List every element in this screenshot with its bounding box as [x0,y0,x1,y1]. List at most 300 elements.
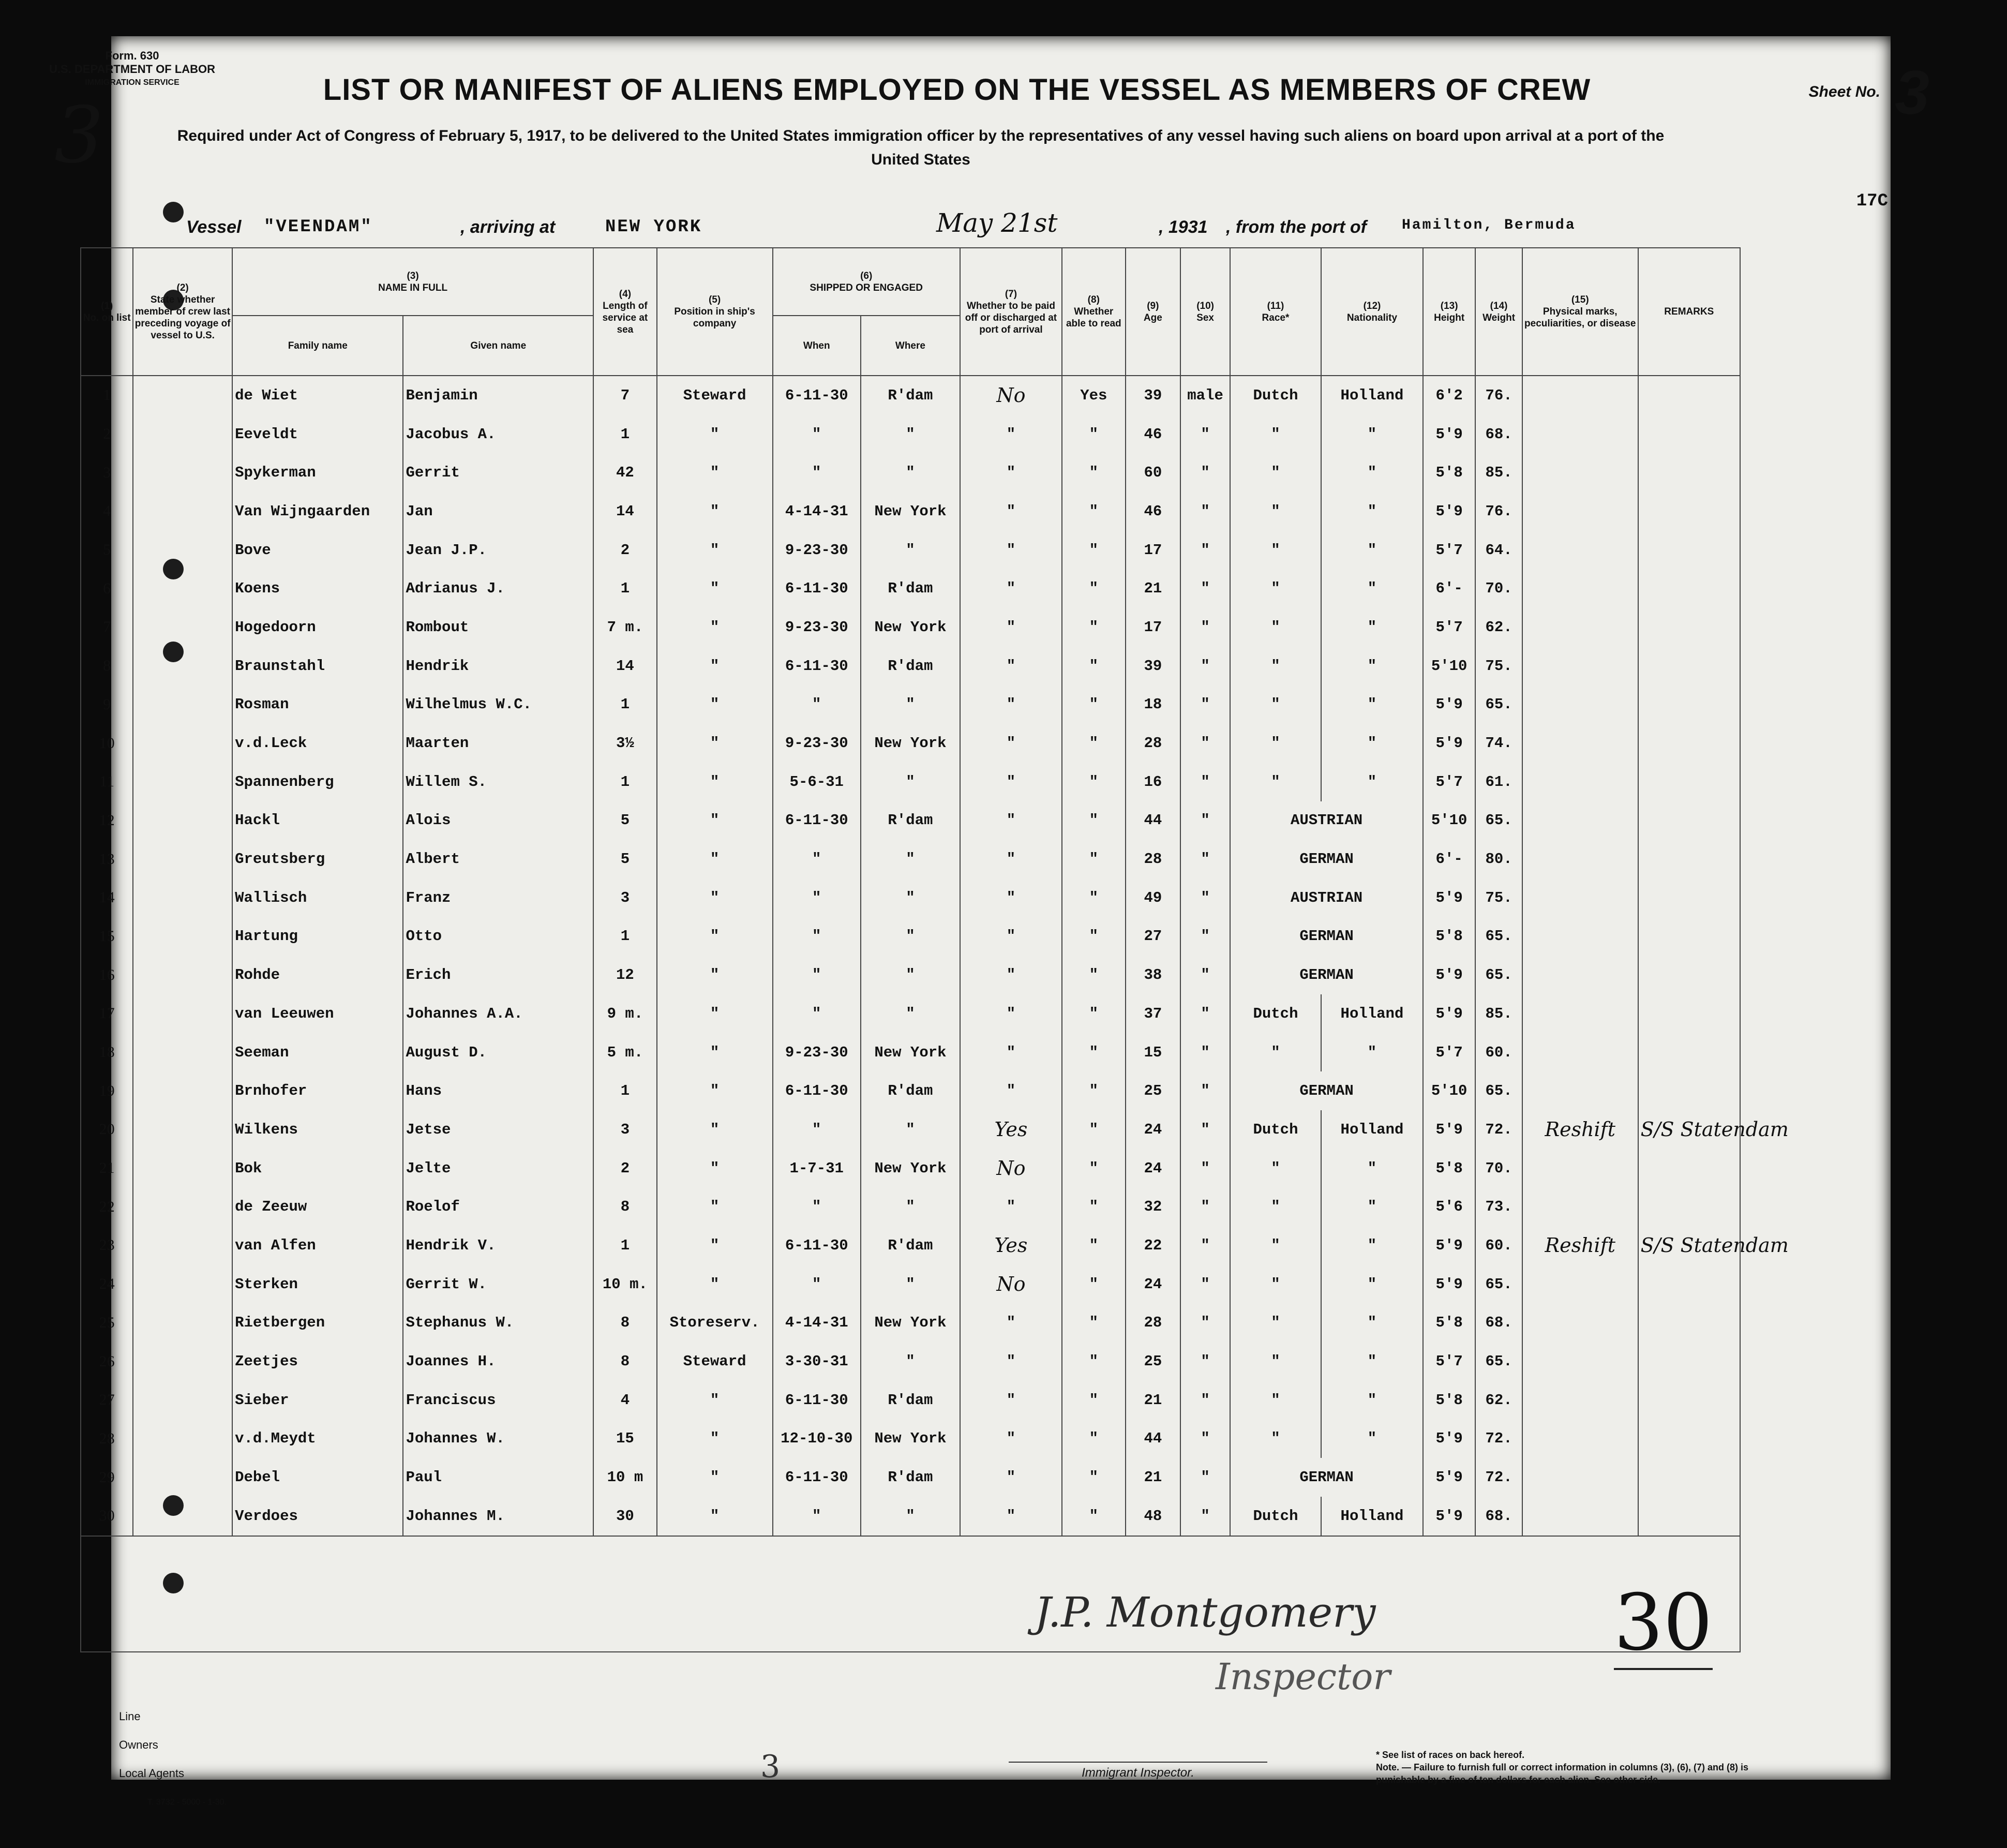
race-cell: " [1230,1033,1321,1072]
family-name-cell: Verdoes [232,1497,403,1536]
col-given-name-header: Given name [403,316,593,376]
given-name-cell: Benjamin [403,376,593,415]
remarks-cell [1638,376,1740,415]
remarks-cell [1638,1071,1740,1110]
last-voyage-cell [133,453,232,492]
nationality-cell: Holland [1321,1497,1423,1536]
read-cell: " [1062,878,1126,917]
family-name-cell: van Leeuwen [232,994,403,1033]
position-cell: " [657,878,773,917]
race-cell: " [1230,531,1321,570]
height-cell: 5'8 [1423,453,1475,492]
physical-marks-cell [1522,1033,1638,1072]
sex-cell: " [1180,917,1230,956]
when-cell: " [773,1110,861,1149]
weight-cell: 62. [1475,1381,1522,1420]
race-cell: " [1230,492,1321,531]
age-cell: 32 [1126,1187,1181,1226]
paid-off-cell: " [960,1071,1062,1110]
given-name-cell: Jean J.P. [403,531,593,570]
footer-notes [1376,1749,1800,1786]
height-cell: 5'7 [1423,1342,1475,1381]
col-when-header: When [773,316,861,376]
race-cell: " [1230,685,1321,724]
position-cell: " [657,1420,773,1458]
position-cell: " [657,724,773,763]
nationality-cell: " [1321,1033,1423,1072]
last-voyage-cell [133,647,232,685]
col-shipped-header: (6) SHIPPED OR ENGAGED [773,248,960,316]
race-cell: GERMAN [1230,1458,1423,1497]
table-row [81,917,1740,956]
age-cell: 38 [1126,956,1181,994]
age-cell: 39 [1126,647,1181,685]
weight-cell: 80. [1475,840,1522,878]
read-cell: " [1062,1265,1126,1304]
age-cell: 28 [1126,1304,1181,1343]
page-title: LIST OR MANIFEST OF ALIENS EMPLOYED ON THE VESSEL AS MEMBERS OF CREW [323,73,1591,107]
age-cell: 39 [1126,376,1181,415]
race-cell: " [1230,1381,1321,1420]
nationality-cell: " [1321,1381,1423,1420]
age-cell: 48 [1126,1497,1181,1536]
nationality-cell: " [1321,1187,1423,1226]
read-cell: " [1062,801,1126,840]
paid-off-cell: " [960,453,1062,492]
when-cell: 6-11-30 [773,1381,861,1420]
race-cell: " [1230,1420,1321,1458]
when-cell: 6-11-30 [773,569,861,608]
position-cell: " [657,415,773,454]
where-cell: New York [861,1304,960,1343]
when-cell: " [773,453,861,492]
sheet-label: Sheet No. [1808,83,1880,100]
physical-marks-cell [1522,531,1638,570]
crew-total: 30 [1614,1578,1713,1670]
service-cell: 1 [593,415,657,454]
service-cell: 1 [593,569,657,608]
given-name-cell: Willem S. [403,763,593,801]
age-cell: 24 [1126,1149,1181,1188]
remarks-cell [1638,763,1740,801]
table-row [81,1033,1740,1072]
physical-marks-cell [1522,1420,1638,1458]
where-cell: " [861,685,960,724]
physical-marks-cell [1522,608,1638,647]
height-cell: 5'8 [1423,917,1475,956]
read-cell: " [1062,956,1126,994]
weight-cell: 68. [1475,1304,1522,1343]
nationality-cell: " [1321,724,1423,763]
weight-cell: 65. [1475,1071,1522,1110]
vessel-name: "VEENDAM" [264,217,373,237]
when-cell: 6-11-30 [773,647,861,685]
service-cell: 8 [593,1187,657,1226]
last-voyage-cell [133,1110,232,1149]
sheet-value: 3 [1895,58,1929,127]
service-cell: 10 m. [593,1265,657,1304]
sex-cell: " [1180,1420,1230,1458]
height-cell: 5'9 [1423,492,1475,531]
paid-off-cell: " [960,763,1062,801]
race-cell: GERMAN [1230,956,1423,994]
arriving-label: , arriving at [460,217,556,237]
given-name-cell: Paul [403,1458,593,1497]
race-cell: " [1230,569,1321,608]
where-cell: " [861,1342,960,1381]
weight-cell: 70. [1475,569,1522,608]
family-name-cell: Rosman [232,685,403,724]
last-voyage-cell [133,1149,232,1188]
sex-cell: " [1180,1497,1230,1536]
where-cell: R'dam [861,801,960,840]
sex-cell: " [1180,1458,1230,1497]
col-weight-header: (14) Weight [1475,248,1522,376]
physical-marks-cell [1522,376,1638,415]
where-cell: " [861,1497,960,1536]
family-name-cell: van Alfen [232,1226,403,1265]
row-number: 16 [81,956,133,994]
age-cell: 46 [1126,492,1181,531]
col-read-header: (8) Whether able to read [1062,248,1126,376]
weight-cell: 72. [1475,1110,1522,1149]
race-cell: Dutch [1230,376,1321,415]
row-number: 27 [81,1381,133,1420]
remarks-cell [1638,956,1740,994]
read-cell: " [1062,994,1126,1033]
height-cell: 5'9 [1423,956,1475,994]
nationality-cell: Holland [1321,376,1423,415]
row-number: 29 [81,1458,133,1497]
table-row [81,1149,1740,1188]
position-cell: " [657,956,773,994]
position-cell: " [657,1071,773,1110]
remarks-cell [1638,994,1740,1033]
table-row [81,1226,1740,1265]
handwritten-mark: 3 [54,91,104,181]
given-name-cell: Hendrik V. [403,1226,593,1265]
position-cell: Storeserv. [657,1304,773,1343]
physical-marks-cell [1522,878,1638,917]
when-cell: 12-10-30 [773,1420,861,1458]
family-name-cell: Brnhofer [232,1071,403,1110]
physical-marks-cell [1522,1458,1638,1497]
sex-cell: " [1180,415,1230,454]
stamp-number: 17C [1856,191,1888,211]
position-cell: " [657,917,773,956]
given-name-cell: Stephanus W. [403,1304,593,1343]
col-remarks-header: REMARKS [1638,248,1740,376]
table-footer-space [81,1536,1740,1652]
family-name-cell: Eeveldt [232,415,403,454]
height-cell: 5'8 [1423,1381,1475,1420]
age-cell: 21 [1126,569,1181,608]
last-voyage-cell [133,801,232,840]
physical-marks-cell: Reshift [1522,1110,1638,1149]
age-cell: 21 [1126,1458,1181,1497]
last-voyage-cell [133,1226,232,1265]
nationality-cell: Holland [1321,994,1423,1033]
sex-cell: " [1180,1226,1230,1265]
paid-off-cell: " [960,1304,1062,1343]
service-cell: 1 [593,1226,657,1265]
physical-marks-cell [1522,1187,1638,1226]
row-number: 6 [81,569,133,608]
table-row [81,878,1740,917]
last-voyage-cell [133,1033,232,1072]
read-cell: " [1062,647,1126,685]
service-cell: 14 [593,647,657,685]
row-number: 15 [81,917,133,956]
remarks-cell [1638,608,1740,647]
position-cell: " [657,1110,773,1149]
age-cell: 21 [1126,1381,1181,1420]
age-cell: 25 [1126,1071,1181,1110]
physical-marks-cell [1522,569,1638,608]
where-cell: " [861,1110,960,1149]
sex-cell: " [1180,1342,1230,1381]
read-cell: " [1062,1110,1126,1149]
row-number: 30 [81,1497,133,1536]
physical-marks-cell [1522,685,1638,724]
age-cell: 46 [1126,415,1181,454]
position-cell: " [657,1187,773,1226]
read-cell: " [1062,1226,1126,1265]
paid-off-cell: " [960,724,1062,763]
race-cell: " [1230,647,1321,685]
table-row [81,1381,1740,1420]
table-row [81,647,1740,685]
nationality-cell: " [1321,1304,1423,1343]
given-name-cell: Albert [403,840,593,878]
when-cell: 4-14-31 [773,1304,861,1343]
last-voyage-cell [133,1381,232,1420]
last-voyage-cell [133,569,232,608]
service-cell: 8 [593,1342,657,1381]
family-name-cell: de Zeeuw [232,1187,403,1226]
position-cell: " [657,840,773,878]
paid-off-cell: " [960,685,1062,724]
last-voyage-cell [133,1187,232,1226]
remarks-cell [1638,917,1740,956]
physical-marks-cell [1522,1381,1638,1420]
col-paid-off-header: (7) Whether to be paid off or discharged at port of arrival [960,248,1062,376]
read-cell: " [1062,1304,1126,1343]
family-name-cell: Spannenberg [232,763,403,801]
service-cell: 4 [593,1381,657,1420]
weight-cell: 74. [1475,724,1522,763]
height-cell: 5'7 [1423,763,1475,801]
service-cell: 5 [593,840,657,878]
when-cell: 6-11-30 [773,1226,861,1265]
remarks-cell [1638,1420,1740,1458]
paid-off-cell: " [960,917,1062,956]
height-cell: 5'9 [1423,1420,1475,1458]
remarks-cell [1638,647,1740,685]
table-row [81,994,1740,1033]
family-name-cell: de Wiet [232,376,403,415]
row-number: 28 [81,1420,133,1458]
weight-cell: 65. [1475,1342,1522,1381]
table-row [81,569,1740,608]
when-cell: 9-23-30 [773,608,861,647]
where-cell: New York [861,1033,960,1072]
table-row [81,608,1740,647]
position-cell: " [657,1458,773,1497]
remarks-cell [1638,685,1740,724]
owners-label: Owners [119,1738,158,1751]
paid-off-cell: " [960,840,1062,878]
read-cell: " [1062,453,1126,492]
where-cell: R'dam [861,569,960,608]
physical-marks-cell [1522,763,1638,801]
height-cell: 5'7 [1423,1033,1475,1072]
col-height-header: (13) Height [1423,248,1475,376]
given-name-cell: Roelof [403,1187,593,1226]
race-cell: AUSTRIAN [1230,801,1423,840]
physical-marks-cell [1522,492,1638,531]
paid-off-cell: " [960,1458,1062,1497]
inspector-handwritten: Inspector [1216,1656,1390,1698]
table-row [81,724,1740,763]
read-cell: " [1062,1497,1126,1536]
height-cell: 5'9 [1423,724,1475,763]
given-name-cell: Rombout [403,608,593,647]
weight-cell: 76. [1475,492,1522,531]
position-cell: " [657,608,773,647]
paid-off-cell: " [960,1342,1062,1381]
race-cell: " [1230,1265,1321,1304]
race-cell: Dutch [1230,994,1321,1033]
position-cell: " [657,1033,773,1072]
family-name-cell: Hackl [232,801,403,840]
last-voyage-cell [133,685,232,724]
paid-off-cell: " [960,492,1062,531]
arrival-year: , 1931 [1159,217,1208,237]
service-cell: 1 [593,763,657,801]
race-cell: GERMAN [1230,917,1423,956]
last-voyage-cell [133,492,232,531]
family-name-cell: Hogedoorn [232,608,403,647]
physical-marks-cell [1522,724,1638,763]
family-name-cell: Debel [232,1458,403,1497]
remarks-cell [1638,1497,1740,1536]
sex-cell: " [1180,1265,1230,1304]
when-cell: " [773,917,861,956]
paid-off-cell: " [960,801,1062,840]
service-cell: 3½ [593,724,657,763]
physical-marks-cell: Reshift [1522,1226,1638,1265]
remarks-cell: S/S Statendam [1638,1110,1740,1149]
when-cell: 9-23-30 [773,531,861,570]
weight-cell: 76. [1475,376,1522,415]
remarks-cell [1638,878,1740,917]
weight-cell: 65. [1475,917,1522,956]
row-number: 22 [81,1187,133,1226]
table-row [81,1458,1740,1497]
last-voyage-cell [133,1420,232,1458]
age-cell: 24 [1126,1110,1181,1149]
last-voyage-cell [133,608,232,647]
crew-manifest-table [80,247,1789,1652]
height-cell: 5'6 [1423,1187,1475,1226]
col-last-voyage-header: (2) State whether member of crew last preceding voyage of vessel to U.S. [133,248,232,376]
service: IMMIGRATION SERVICE [85,78,179,87]
age-cell: 17 [1126,531,1181,570]
height-cell: 5'9 [1423,878,1475,917]
where-cell: " [861,956,960,994]
when-cell: 3-30-31 [773,1342,861,1381]
family-name-cell: Braunstahl [232,647,403,685]
sex-cell: " [1180,531,1230,570]
footer-labels [119,1702,184,1787]
when-cell: " [773,685,861,724]
nationality-cell: Holland [1321,1110,1423,1149]
remarks-cell [1638,840,1740,878]
col-service-header: (4) Length of service at sea [593,248,657,376]
age-cell: 44 [1126,1420,1181,1458]
physical-marks-cell [1522,1342,1638,1381]
when-cell: " [773,1497,861,1536]
sex-cell: male [1180,376,1230,415]
weight-cell: 60. [1475,1226,1522,1265]
physical-marks-cell [1522,917,1638,956]
position-cell: " [657,1381,773,1420]
service-cell: 1 [593,1071,657,1110]
height-cell: 5'9 [1423,1110,1475,1149]
where-cell: " [861,917,960,956]
last-voyage-cell [133,840,232,878]
paid-off-cell: " [960,994,1062,1033]
remarks-cell [1638,492,1740,531]
remarks-cell [1638,453,1740,492]
page-subtitle: Required under Act of Congress of February 5, 1917, to be delivered to the United States immigration officer by the representatives of any vessel having such aliens on board upon arrival at a port of the United States [177,127,1665,168]
table-row [81,376,1740,415]
position-cell: " [657,763,773,801]
sex-cell: " [1180,685,1230,724]
read-cell: " [1062,685,1126,724]
weight-cell: 73. [1475,1187,1522,1226]
weight-cell: 75. [1475,647,1522,685]
form-code: T. 3732 - 5000 - 1-30. [147,1798,227,1807]
age-cell: 28 [1126,724,1181,763]
weight-cell: 85. [1475,994,1522,1033]
last-voyage-cell [133,763,232,801]
position-cell: Steward [657,376,773,415]
nationality-cell: " [1321,608,1423,647]
nationality-cell: " [1321,569,1423,608]
read-cell: " [1062,1149,1126,1188]
age-cell: 17 [1126,608,1181,647]
nationality-cell: " [1321,1265,1423,1304]
col-position-header: (5) Position in ship's company [657,248,773,376]
col-name-header: (3) NAME IN FULL [232,248,593,316]
row-number: 10 [81,724,133,763]
service-cell: 15 [593,1420,657,1458]
paid-off-cell: " [960,1033,1062,1072]
service-cell: 42 [593,453,657,492]
sex-cell: " [1180,724,1230,763]
when-cell: 4-14-31 [773,492,861,531]
last-voyage-cell [133,1458,232,1497]
age-cell: 24 [1126,1265,1181,1304]
height-cell: 5'10 [1423,801,1475,840]
family-name-cell: Sterken [232,1265,403,1304]
sex-cell: " [1180,994,1230,1033]
where-cell: " [861,840,960,878]
from-port: Hamilton, Bermuda [1402,217,1576,233]
weight-cell: 65. [1475,685,1522,724]
